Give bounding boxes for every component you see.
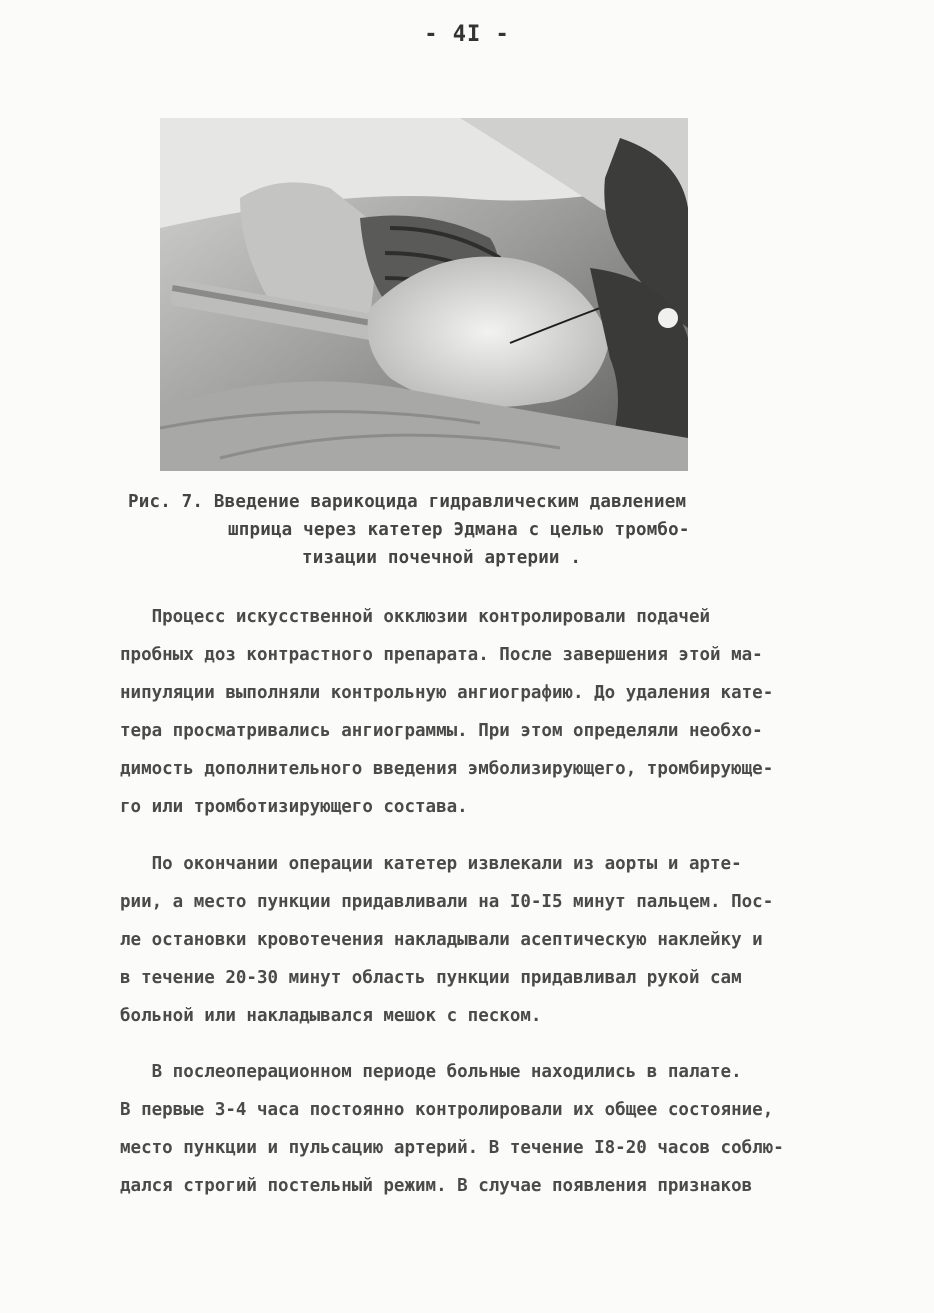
surgical-photo-icon (160, 118, 688, 471)
text-line: ле остановки кровотечения накладывали асептическую наклейку и (120, 930, 763, 950)
text-line: Процесс искусственной окклюзии контролировали подачей (120, 607, 711, 627)
caption-line: Рис. 7. Введение варикоцида гидравлическим давлением (128, 492, 687, 512)
text-line: димость дополнительного введения эмболизирующего, тромбирующе- (120, 759, 774, 779)
text-line: больной или накладывался мешок с песком. (120, 1006, 542, 1026)
paragraph-occlusion-control (120, 598, 860, 826)
caption-line: шприца через катетер Эдмана с целью тромбо- (228, 520, 690, 540)
page-number: - 4I - (424, 22, 510, 47)
figure-photo (160, 118, 688, 471)
text-line: В первые 3-4 часа постоянно контролировали их общее состояние, (120, 1100, 774, 1120)
caption-line: тизации почечной артерии . (302, 548, 582, 568)
text-line: нипуляции выполняли контрольную ангиографию. До удаления кате- (120, 683, 774, 703)
text-line: дался строгий постельный режим. В случае появления признаков (120, 1176, 753, 1196)
figure-caption (128, 488, 828, 572)
text-line: рии, а место пункции придавливали на I0-I5 минут пальцем. Пос- (120, 892, 774, 912)
text-line: в течение 20-30 минут область пункции придавливал рукой сам (120, 968, 742, 988)
text-line: пробных доз контрастного препарата. После завершения этой ма- (120, 645, 763, 665)
text-line: По окончании операции катетер извлекали из аорты и арте- (120, 854, 742, 874)
text-line: го или тромботизирующего состава. (120, 797, 468, 817)
text-line: место пункции и пульсацию артерий. В течение I8-20 часов соблю- (120, 1138, 784, 1158)
paragraph-postoperative (120, 1053, 860, 1205)
text-line: тера просматривались ангиограммы. При этом определяли необхо- (120, 721, 763, 741)
paragraph-catheter-removal (120, 845, 860, 1035)
text-line: В послеоперационном периоде больные находились в палате. (120, 1062, 742, 1082)
